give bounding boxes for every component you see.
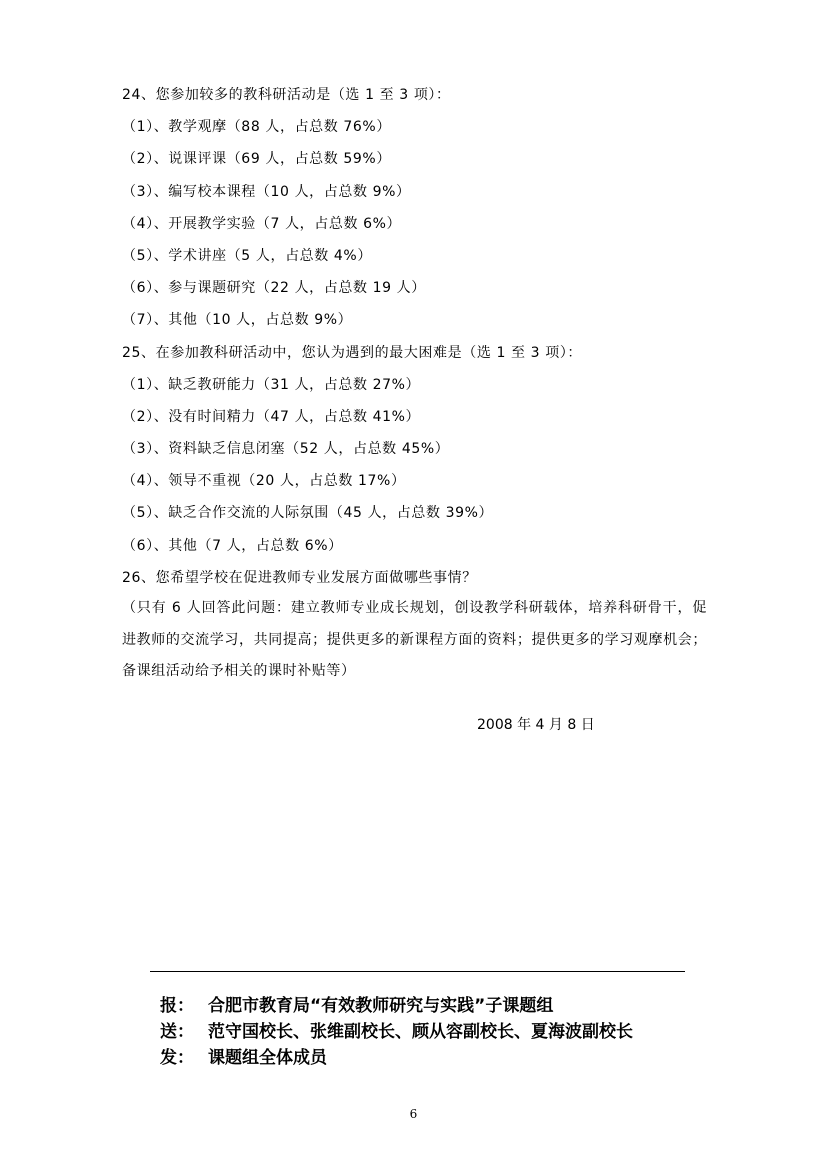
q25-option-3: （3）、资料缺乏信息闭塞（52 人，占总数 45%） bbox=[122, 441, 450, 458]
q24-option-2: （2）、说课评课（69 人，占总数 59%） bbox=[122, 151, 391, 168]
question-24-heading: 24、您参加较多的教科研活动是（选 1 至 3 项）： bbox=[122, 87, 451, 103]
q25-option-4: （4）、领导不重视（20 人，占总数 17%） bbox=[122, 473, 406, 490]
send-to-label: 送： bbox=[160, 1022, 194, 1042]
q24-option-5: （5）、学术讲座（5 人，占总数 4%） bbox=[122, 247, 372, 264]
issue-to-row bbox=[160, 1045, 720, 1071]
distribution-block bbox=[160, 993, 720, 1071]
survey-results bbox=[122, 79, 712, 594]
q25-option-5: （5）、缺乏合作交流的人际氛围（45 人，占总数 39%） bbox=[122, 505, 494, 522]
send-to-value: 范守国校长、张维副校长、顾从容副校长、夏海波副校长 bbox=[208, 1022, 633, 1042]
issue-to-label: 发： bbox=[160, 1048, 194, 1068]
question-26-answer: （只有 6 人回答此问题：建立教师专业成长规划，创设教学科研载体，培养科研骨干，促进教师的交流学习，共同提高；提供更多的新课程方面的资料；提供更多的学习观摩机会；备课组活动给予相关的课时补贴等） bbox=[122, 600, 707, 679]
question-25-heading: 25、在参加教科研活动中，您认为遇到的最大困难是（选 1 至 3 项）： bbox=[122, 344, 583, 361]
q25-option-6: （6）、其他（7 人，占总数 6%） bbox=[122, 537, 343, 554]
report-to-value: 合肥市教育局“有效教师研究与实践”子课题组 bbox=[208, 996, 554, 1016]
q24-option-7: （7）、其他（10 人，占总数 9%） bbox=[122, 312, 353, 329]
page-number: 6 bbox=[409, 1107, 418, 1121]
report-date: 2008 年 4 月 8 日 bbox=[477, 717, 595, 733]
q25-option-1: （1）、缺乏教研能力（31 人，占总数 27%） bbox=[122, 376, 421, 393]
divider-line bbox=[150, 971, 685, 972]
q24-option-4: （4）、开展教学实验（7 人，占总数 6%） bbox=[122, 215, 402, 232]
issue-to-value: 课题组全体成员 bbox=[208, 1048, 327, 1068]
q24-option-6: （6）、参与课题研究（22 人，占总数 19 人） bbox=[122, 280, 426, 297]
question-26-heading: 26、您希望学校在促进教师专业发展方面做哪些事情？ bbox=[122, 569, 477, 586]
send-to-row bbox=[160, 1019, 720, 1045]
report-to-row bbox=[160, 993, 720, 1019]
q24-option-3: （3）、编写校本课程（10 人，占总数 9%） bbox=[122, 183, 411, 200]
q25-option-2: （2）、没有时间精力（47 人，占总数 41%） bbox=[122, 408, 421, 425]
q24-option-1: （1）、教学观摩（88 人，占总数 76%） bbox=[122, 119, 391, 136]
report-to-label: 报： bbox=[160, 996, 194, 1016]
